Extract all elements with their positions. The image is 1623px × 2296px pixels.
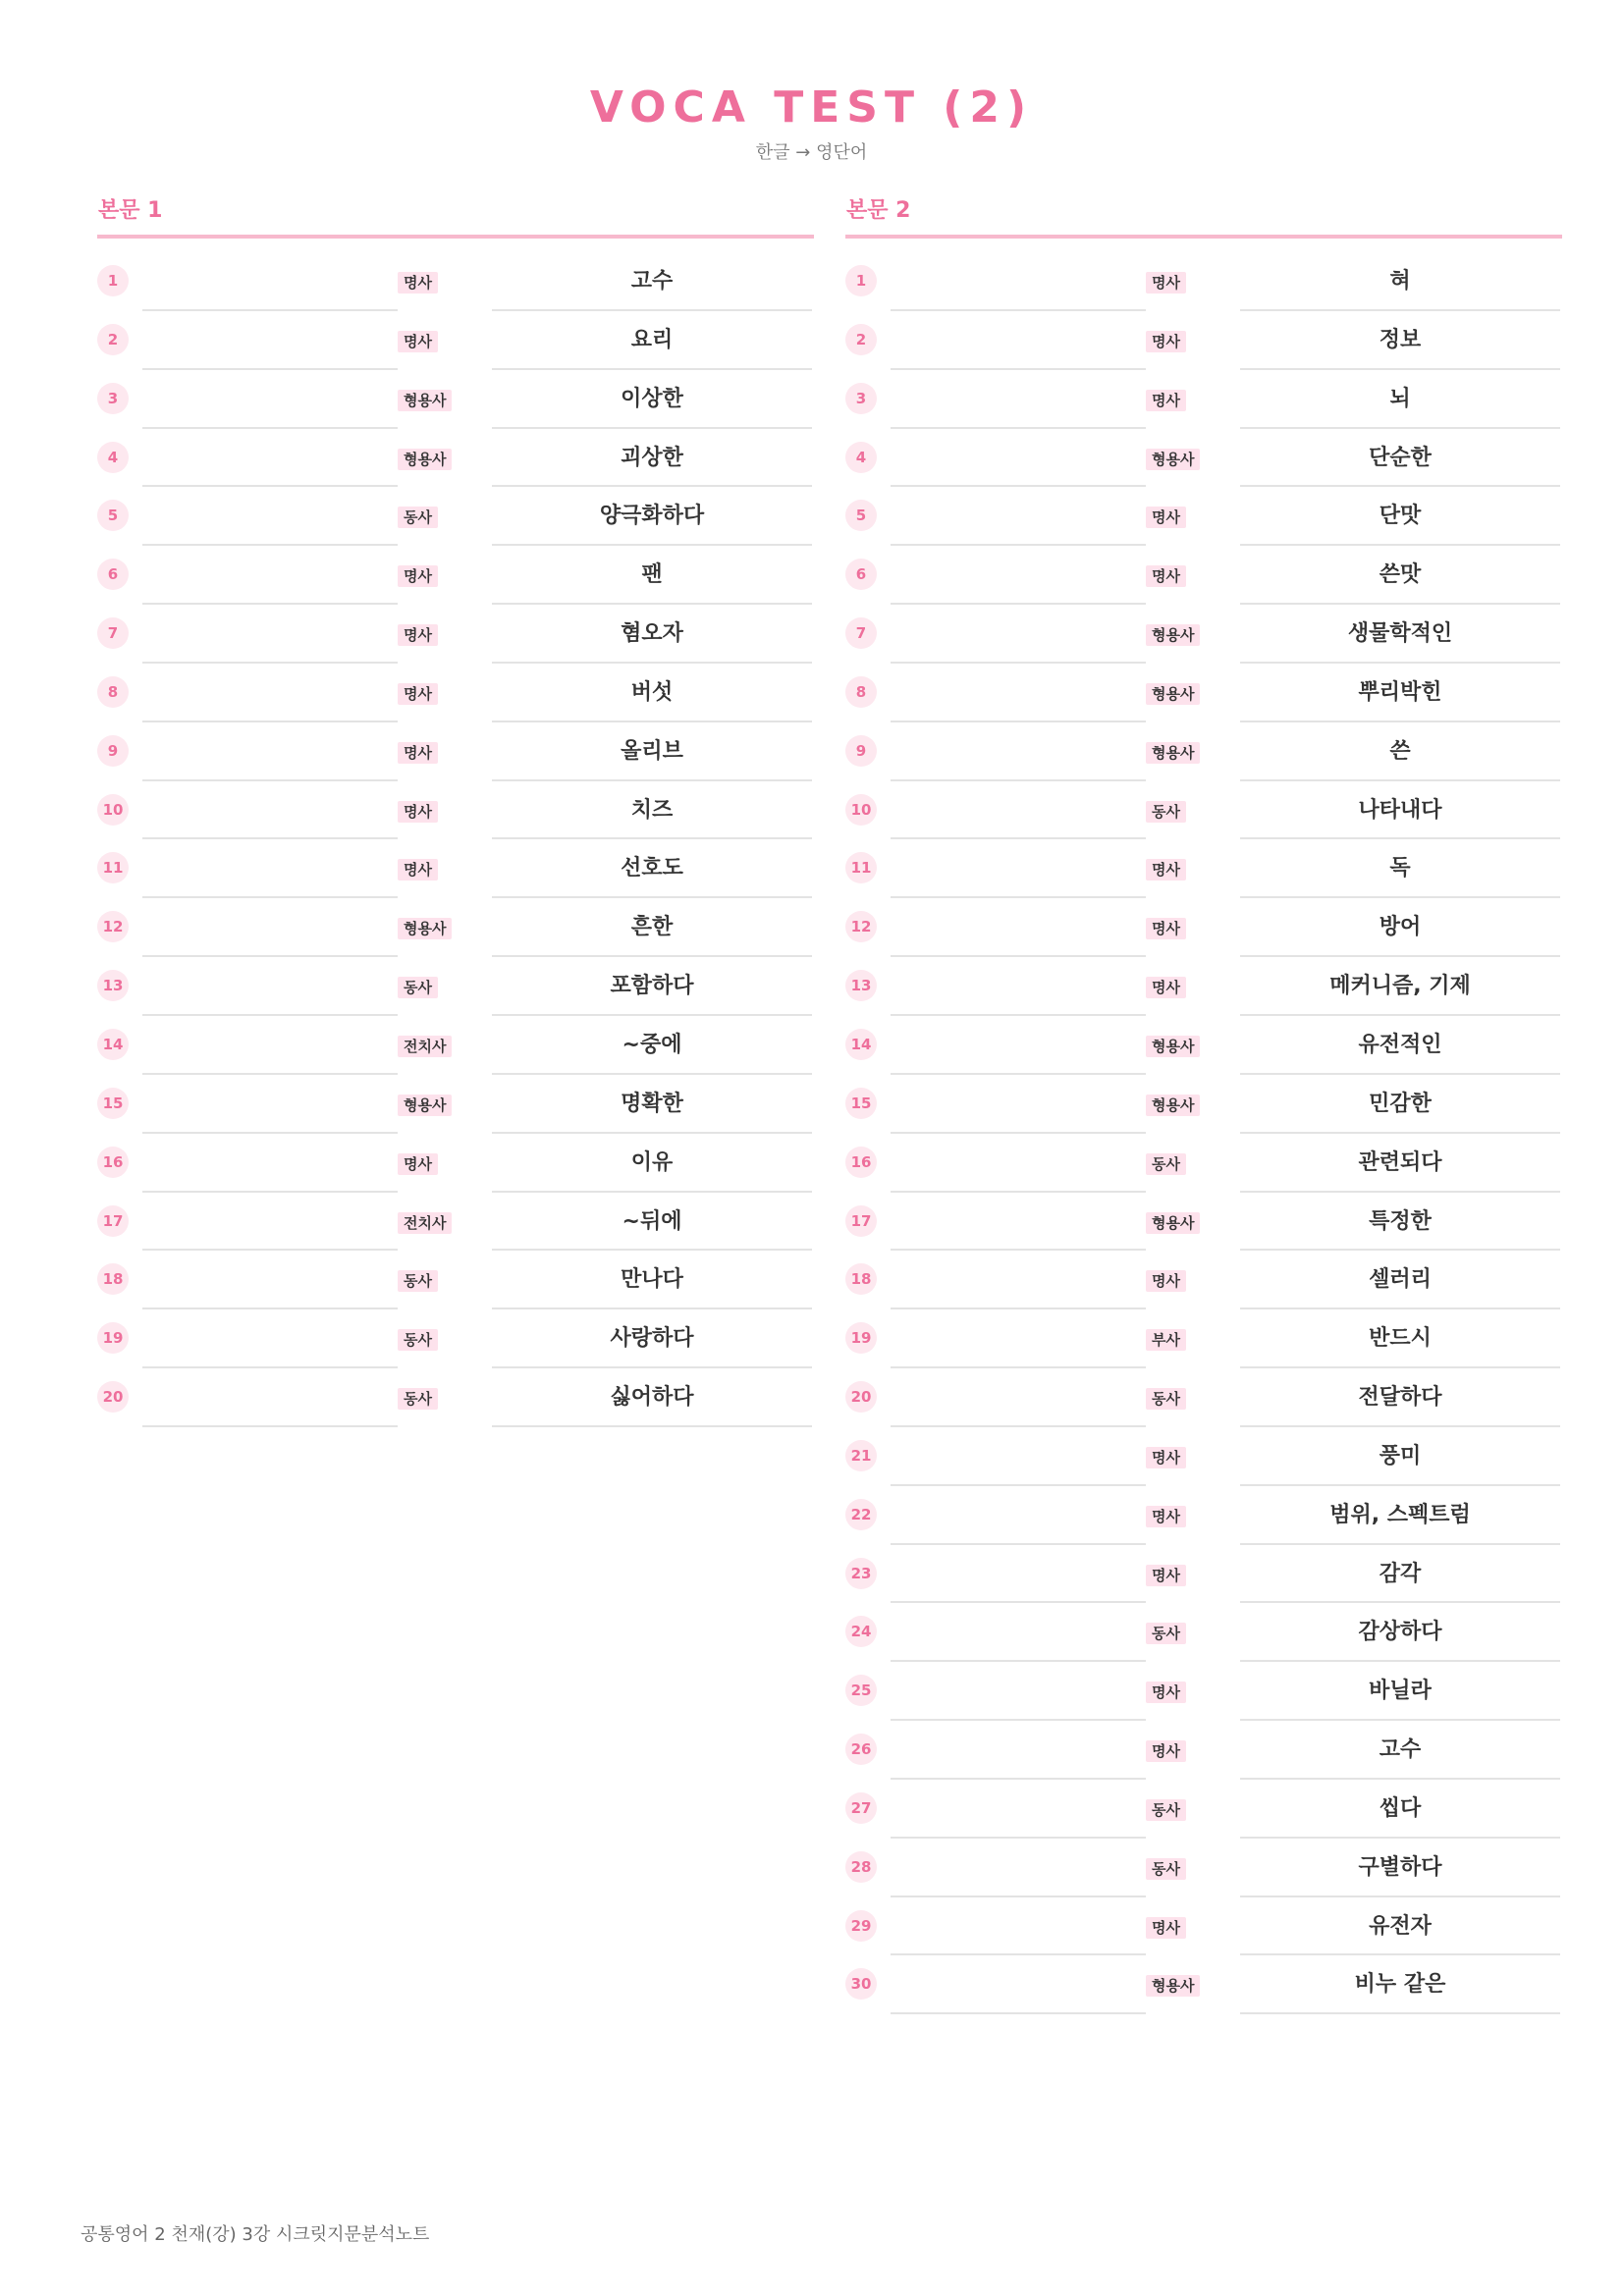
page-header — [0, 80, 1623, 165]
vocab-row — [845, 1721, 1562, 1780]
vocab-row — [845, 1662, 1562, 1721]
vocab-row — [845, 781, 1562, 840]
answer-blank[interactable] — [142, 1193, 398, 1252]
korean-meaning: 특정한 — [1240, 1193, 1560, 1252]
part-of-speech-tag: 명사 — [398, 742, 438, 764]
item-number-badge: 20 — [845, 1381, 877, 1413]
part-of-speech-tag: 명사 — [398, 859, 438, 881]
korean-meaning: 치즈 — [492, 781, 812, 840]
part-of-speech-tag: 명사 — [1146, 1565, 1186, 1586]
vocab-row — [97, 898, 814, 957]
item-number-badge: 8 — [845, 676, 877, 708]
item-number-badge: 13 — [97, 970, 129, 1001]
korean-meaning: 이유 — [492, 1134, 812, 1193]
korean-meaning: 만나다 — [492, 1251, 812, 1309]
item-number-badge: 27 — [845, 1792, 877, 1824]
part-of-speech-tag: 동사 — [1146, 1858, 1186, 1880]
korean-meaning: 사랑하다 — [492, 1309, 812, 1368]
section-title: 본문 1 — [98, 198, 163, 223]
vocab-row — [845, 898, 1562, 957]
korean-meaning: 요리 — [492, 311, 812, 370]
answer-blank[interactable] — [891, 1075, 1146, 1134]
item-number-badge: 2 — [845, 324, 877, 355]
answer-blank[interactable] — [891, 1427, 1146, 1486]
part-of-speech-tag: 형용사 — [398, 1095, 452, 1116]
answer-blank[interactable] — [891, 429, 1146, 488]
part-of-speech-tag: 형용사 — [398, 918, 452, 939]
part-of-speech-tag: 형용사 — [1146, 1095, 1200, 1116]
answer-blank[interactable] — [142, 898, 398, 957]
vocab-row — [97, 664, 814, 722]
korean-meaning: 괴상한 — [492, 429, 812, 488]
part-of-speech-tag: 명사 — [1146, 1270, 1186, 1292]
vocab-row — [845, 1486, 1562, 1545]
item-number-badge: 17 — [97, 1205, 129, 1237]
korean-meaning: 혐오자 — [492, 605, 812, 664]
vocab-row — [97, 487, 814, 546]
part-of-speech-tag: 형용사 — [1146, 1975, 1200, 1997]
answer-blank[interactable] — [891, 1134, 1146, 1193]
answer-blank[interactable] — [891, 252, 1146, 311]
part-of-speech-tag: 명사 — [398, 801, 438, 823]
korean-meaning: 팬 — [492, 546, 812, 605]
part-of-speech-tag: 명사 — [398, 272, 438, 294]
vocab-row — [845, 252, 1562, 311]
korean-meaning: 방어 — [1240, 898, 1560, 957]
korean-meaning: ~뒤에 — [492, 1193, 812, 1252]
korean-meaning: 이상한 — [492, 370, 812, 429]
item-number-badge: 25 — [845, 1675, 877, 1706]
answer-blank[interactable] — [891, 957, 1146, 1016]
korean-meaning: 유전적인 — [1240, 1016, 1560, 1075]
vocab-row — [845, 370, 1562, 429]
item-number-badge: 9 — [845, 735, 877, 767]
item-number-badge: 10 — [97, 794, 129, 826]
part-of-speech-tag: 명사 — [398, 1153, 438, 1175]
vocab-row — [845, 1016, 1562, 1075]
part-of-speech-tag: 명사 — [1146, 507, 1186, 528]
vocab-row — [845, 1368, 1562, 1427]
part-of-speech-tag: 형용사 — [1146, 449, 1200, 470]
item-number-badge: 15 — [845, 1088, 877, 1119]
korean-meaning: 민감한 — [1240, 1075, 1560, 1134]
page-footer: 공통영어 2 천재(강) 3강 시크릿지문분석노트 — [81, 2224, 430, 2245]
item-number-badge: 14 — [845, 1029, 877, 1060]
part-of-speech-tag: 전치사 — [398, 1212, 452, 1234]
vocab-row — [845, 1545, 1562, 1604]
item-number-badge: 5 — [97, 500, 129, 531]
answer-blank[interactable] — [891, 487, 1146, 546]
vocab-row — [845, 722, 1562, 781]
answer-blank[interactable] — [142, 839, 398, 898]
answer-blank[interactable] — [142, 311, 398, 370]
part-of-speech-tag: 동사 — [398, 1329, 438, 1351]
vocab-row — [97, 1309, 814, 1368]
part-of-speech-tag: 명사 — [1146, 390, 1186, 411]
korean-meaning: 선호도 — [492, 839, 812, 898]
korean-meaning: 양극화하다 — [492, 487, 812, 546]
korean-meaning: 뇌 — [1240, 370, 1560, 429]
item-number-badge: 21 — [845, 1440, 877, 1471]
item-number-badge: 17 — [845, 1205, 877, 1237]
item-number-badge: 7 — [845, 617, 877, 649]
part-of-speech-tag: 동사 — [1146, 801, 1186, 823]
part-of-speech-tag: 명사 — [1146, 565, 1186, 587]
part-of-speech-tag: 동사 — [1146, 1623, 1186, 1644]
part-of-speech-tag: 명사 — [1146, 1506, 1186, 1527]
item-number-badge: 6 — [845, 559, 877, 590]
korean-meaning: 쓴 — [1240, 722, 1560, 781]
answer-blank[interactable] — [891, 1955, 1146, 2014]
answer-blank[interactable] — [891, 311, 1146, 370]
answer-blank[interactable] — [142, 1134, 398, 1193]
part-of-speech-tag: 형용사 — [1146, 624, 1200, 646]
part-of-speech-tag: 동사 — [1146, 1388, 1186, 1410]
part-of-speech-tag: 명사 — [398, 624, 438, 646]
vocab-row — [845, 487, 1562, 546]
answer-blank[interactable] — [142, 429, 398, 488]
part-of-speech-tag: 명사 — [1146, 977, 1186, 998]
item-number-badge: 10 — [845, 794, 877, 826]
vocab-row — [845, 1955, 1562, 2014]
korean-meaning: 구별하다 — [1240, 1839, 1560, 1897]
korean-meaning: ~중에 — [492, 1016, 812, 1075]
answer-blank[interactable] — [891, 1486, 1146, 1545]
answer-blank[interactable] — [891, 1016, 1146, 1075]
part-of-speech-tag: 명사 — [1146, 859, 1186, 881]
part-of-speech-tag: 명사 — [398, 565, 438, 587]
item-number-badge: 1 — [97, 265, 129, 296]
korean-meaning: 단순한 — [1240, 429, 1560, 488]
part-of-speech-tag: 명사 — [1146, 1447, 1186, 1468]
item-number-badge: 30 — [845, 1968, 877, 2000]
answer-blank[interactable] — [142, 781, 398, 840]
vocab-row — [845, 1427, 1562, 1486]
vocab-row — [97, 781, 814, 840]
vocab-row — [845, 957, 1562, 1016]
answer-blank[interactable] — [891, 1193, 1146, 1252]
korean-meaning: 반드시 — [1240, 1309, 1560, 1368]
korean-meaning: 나타내다 — [1240, 781, 1560, 840]
answer-blank[interactable] — [142, 1016, 398, 1075]
part-of-speech-tag: 동사 — [398, 507, 438, 528]
part-of-speech-tag: 명사 — [1146, 331, 1186, 352]
korean-meaning: 바닐라 — [1240, 1662, 1560, 1721]
vocab-list — [97, 252, 814, 1427]
korean-meaning: 버섯 — [492, 664, 812, 722]
korean-meaning: 혀 — [1240, 252, 1560, 311]
korean-meaning: 싫어하다 — [492, 1368, 812, 1427]
answer-blank[interactable] — [142, 370, 398, 429]
answer-blank[interactable] — [891, 1897, 1146, 1956]
vocab-row — [97, 1075, 814, 1134]
item-number-badge: 4 — [97, 442, 129, 473]
korean-meaning: 올리브 — [492, 722, 812, 781]
part-of-speech-tag: 동사 — [398, 1270, 438, 1292]
item-number-badge: 28 — [845, 1851, 877, 1883]
vocab-row — [845, 1075, 1562, 1134]
korean-meaning: 흔한 — [492, 898, 812, 957]
answer-blank[interactable] — [142, 487, 398, 546]
korean-meaning: 포함하다 — [492, 957, 812, 1016]
item-number-badge: 18 — [845, 1263, 877, 1295]
answer-blank[interactable] — [891, 1721, 1146, 1780]
item-number-badge: 19 — [845, 1322, 877, 1354]
vocab-row — [845, 664, 1562, 722]
korean-meaning: 메커니즘, 기제 — [1240, 957, 1560, 1016]
korean-meaning: 유전자 — [1240, 1897, 1560, 1956]
part-of-speech-tag: 전치사 — [398, 1036, 452, 1057]
item-number-badge: 26 — [845, 1734, 877, 1765]
korean-meaning: 명확한 — [492, 1075, 812, 1134]
part-of-speech-tag: 형용사 — [398, 449, 452, 470]
korean-meaning: 감상하다 — [1240, 1603, 1560, 1662]
vocab-row — [97, 1193, 814, 1252]
korean-meaning: 셀러리 — [1240, 1251, 1560, 1309]
item-number-badge: 7 — [97, 617, 129, 649]
answer-blank[interactable] — [142, 252, 398, 311]
answer-blank[interactable] — [891, 605, 1146, 664]
answer-blank[interactable] — [891, 1368, 1146, 1427]
vocab-row — [97, 252, 814, 311]
item-number-badge: 22 — [845, 1499, 877, 1530]
section-divider — [845, 235, 1562, 239]
korean-meaning: 씹다 — [1240, 1780, 1560, 1839]
section-1 — [97, 196, 814, 1427]
item-number-badge: 4 — [845, 442, 877, 473]
vocab-row — [845, 1897, 1562, 1956]
part-of-speech-tag: 명사 — [1146, 1917, 1186, 1939]
part-of-speech-tag: 동사 — [398, 1388, 438, 1410]
part-of-speech-tag: 명사 — [1146, 1682, 1186, 1703]
vocab-row — [845, 429, 1562, 488]
part-of-speech-tag: 동사 — [1146, 1799, 1186, 1821]
answer-blank[interactable] — [142, 605, 398, 664]
part-of-speech-tag: 형용사 — [1146, 742, 1200, 764]
item-number-badge: 8 — [97, 676, 129, 708]
korean-meaning: 쓴맛 — [1240, 546, 1560, 605]
item-number-badge: 3 — [845, 383, 877, 414]
part-of-speech-tag: 동사 — [398, 977, 438, 998]
vocab-row — [845, 1134, 1562, 1193]
part-of-speech-tag: 명사 — [1146, 272, 1186, 294]
item-number-badge: 3 — [97, 383, 129, 414]
item-number-badge: 24 — [845, 1616, 877, 1647]
item-number-badge: 2 — [97, 324, 129, 355]
korean-meaning: 고수 — [1240, 1721, 1560, 1780]
vocab-list — [845, 252, 1562, 2014]
vocab-row — [845, 605, 1562, 664]
korean-meaning: 뿌리박힌 — [1240, 664, 1560, 722]
vocab-row — [97, 605, 814, 664]
answer-blank[interactable] — [891, 781, 1146, 840]
part-of-speech-tag: 형용사 — [1146, 1212, 1200, 1234]
answer-blank[interactable] — [142, 546, 398, 605]
part-of-speech-tag: 명사 — [398, 331, 438, 352]
vocab-row — [97, 370, 814, 429]
item-number-badge: 15 — [97, 1088, 129, 1119]
vocab-row — [845, 1193, 1562, 1252]
section-title: 본문 2 — [846, 198, 911, 223]
vocab-row — [97, 311, 814, 370]
answer-blank[interactable] — [891, 546, 1146, 605]
item-number-badge: 12 — [97, 911, 129, 942]
answer-blank[interactable] — [891, 370, 1146, 429]
vocab-row — [97, 1251, 814, 1309]
part-of-speech-tag: 명사 — [1146, 1740, 1186, 1762]
item-number-badge: 12 — [845, 911, 877, 942]
section-2 — [845, 196, 1562, 2014]
answer-blank[interactable] — [891, 1839, 1146, 1897]
item-number-badge: 11 — [845, 852, 877, 883]
korean-meaning: 정보 — [1240, 311, 1560, 370]
item-number-badge: 13 — [845, 970, 877, 1001]
answer-blank[interactable] — [891, 1662, 1146, 1721]
answer-blank[interactable] — [891, 1309, 1146, 1368]
answer-blank[interactable] — [891, 1251, 1146, 1309]
answer-blank[interactable] — [891, 1780, 1146, 1839]
item-number-badge: 16 — [845, 1147, 877, 1178]
page-subtitle: 한글 → 영단어 — [755, 142, 868, 163]
vocab-row — [97, 1134, 814, 1193]
answer-blank[interactable] — [891, 1603, 1146, 1662]
answer-blank[interactable] — [142, 1251, 398, 1309]
part-of-speech-tag: 부사 — [1146, 1329, 1186, 1351]
answer-blank[interactable] — [142, 722, 398, 781]
vocab-row — [845, 1309, 1562, 1368]
item-number-badge: 11 — [97, 852, 129, 883]
korean-meaning: 관련되다 — [1240, 1134, 1560, 1193]
answer-blank[interactable] — [891, 722, 1146, 781]
vocab-row — [97, 1016, 814, 1075]
vocab-row — [97, 546, 814, 605]
vocab-row — [97, 1368, 814, 1427]
item-number-badge: 1 — [845, 265, 877, 296]
item-number-badge: 9 — [97, 735, 129, 767]
item-number-badge: 5 — [845, 500, 877, 531]
item-number-badge: 20 — [97, 1381, 129, 1413]
part-of-speech-tag: 형용사 — [398, 390, 452, 411]
korean-meaning: 생물학적인 — [1240, 605, 1560, 664]
item-number-badge: 14 — [97, 1029, 129, 1060]
vocab-row — [845, 1603, 1562, 1662]
part-of-speech-tag: 형용사 — [1146, 1036, 1200, 1057]
answer-blank[interactable] — [891, 664, 1146, 722]
answer-blank[interactable] — [891, 898, 1146, 957]
vocab-row — [845, 1839, 1562, 1897]
page-title: VOCA TEST (2) — [589, 82, 1034, 133]
answer-blank[interactable] — [891, 839, 1146, 898]
vocab-row — [845, 546, 1562, 605]
korean-meaning: 풍미 — [1240, 1427, 1560, 1486]
korean-meaning: 독 — [1240, 839, 1560, 898]
korean-meaning: 감각 — [1240, 1545, 1560, 1604]
item-number-badge: 29 — [845, 1910, 877, 1942]
korean-meaning: 전달하다 — [1240, 1368, 1560, 1427]
part-of-speech-tag: 명사 — [398, 683, 438, 705]
vocab-row — [845, 1251, 1562, 1309]
part-of-speech-tag: 동사 — [1146, 1153, 1186, 1175]
vocab-row — [97, 429, 814, 488]
answer-blank[interactable] — [142, 957, 398, 1016]
part-of-speech-tag: 형용사 — [1146, 683, 1200, 705]
answer-blank[interactable] — [891, 1545, 1146, 1604]
korean-meaning: 고수 — [492, 252, 812, 311]
answer-blank[interactable] — [142, 664, 398, 722]
section-divider — [97, 235, 814, 239]
answer-blank[interactable] — [142, 1075, 398, 1134]
vocab-row — [845, 839, 1562, 898]
item-number-badge: 6 — [97, 559, 129, 590]
part-of-speech-tag: 명사 — [1146, 918, 1186, 939]
vocab-row — [845, 1780, 1562, 1839]
vocab-row — [97, 839, 814, 898]
item-number-badge: 16 — [97, 1147, 129, 1178]
answer-blank[interactable] — [142, 1309, 398, 1368]
korean-meaning: 단맛 — [1240, 487, 1560, 546]
vocab-row — [97, 957, 814, 1016]
item-number-badge: 19 — [97, 1322, 129, 1354]
vocab-row — [97, 722, 814, 781]
item-number-badge: 18 — [97, 1263, 129, 1295]
korean-meaning: 비누 같은 — [1240, 1955, 1560, 2014]
vocab-row — [845, 311, 1562, 370]
answer-blank[interactable] — [142, 1368, 398, 1427]
korean-meaning: 범위, 스펙트럼 — [1240, 1486, 1560, 1545]
item-number-badge: 23 — [845, 1558, 877, 1589]
